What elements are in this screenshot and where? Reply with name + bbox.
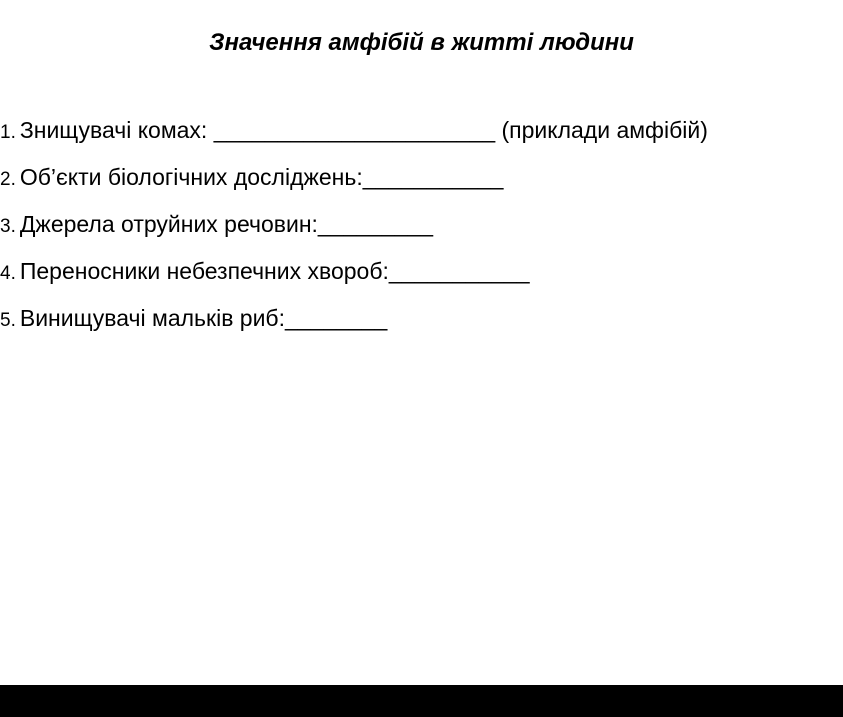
list-item [0,253,708,300]
list-item [0,206,708,253]
item-text: Знищувачі комах: ______________________ (приклади амфібій) [19,117,708,143]
item-text: Винищувачі мальків риб:________ [19,305,388,331]
item-number: 2. [0,169,16,190]
item-text: Об’єкти біологічних досліджень:___________ [19,164,504,190]
item-number: 4. [0,263,16,284]
list-item [0,300,708,347]
bottom-letterbox-bar [0,685,843,717]
item-text: Джерела отруйних речовин:_________ [19,211,434,237]
item-number: 5. [0,310,16,331]
item-number: 1. [0,122,16,143]
item-text: Переносники небезпечних хвороб:___________ [19,258,530,284]
question-list [0,112,708,347]
list-item [0,112,708,159]
page-title: Значення амфібій в житті людини [209,29,634,56]
list-item [0,159,708,206]
item-number: 3. [0,216,16,237]
